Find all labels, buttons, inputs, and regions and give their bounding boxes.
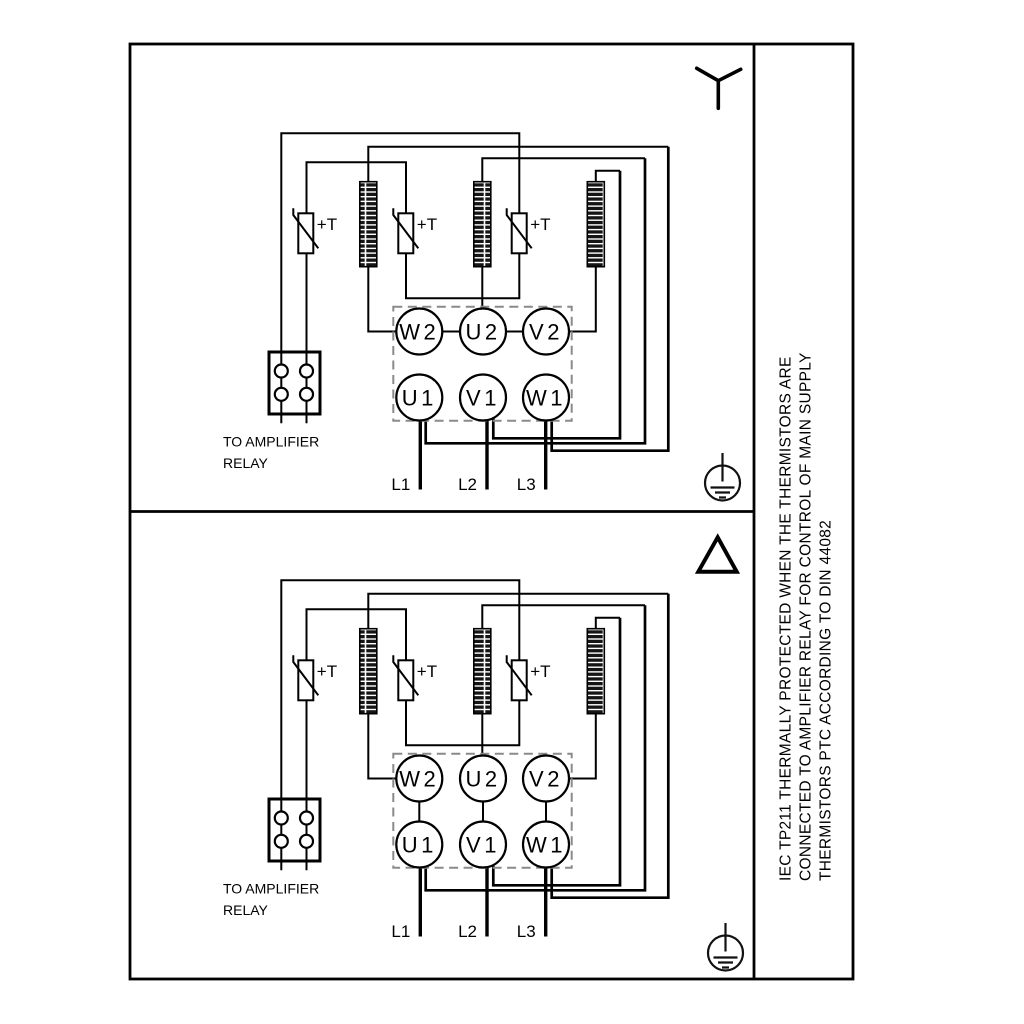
- star-symbol: [697, 68, 741, 108]
- side-note-line-3: THERMISTORS PTC ACCORDING TO DIN 44082: [817, 519, 835, 881]
- delta-symbol: [698, 537, 736, 571]
- side-note-line-2: CONNECTED TO AMPLIFIER RELAY FOR CONTROL OF MAIN SUPPLY: [797, 352, 815, 881]
- delta-connection-panel: [223, 537, 743, 970]
- star-connection-panel: [223, 68, 741, 500]
- side-note: [778, 352, 835, 881]
- side-note-line-1: IEC TP211 THERMALLY PROTECTED WHEN THE THERMISTORS ARE: [777, 356, 795, 881]
